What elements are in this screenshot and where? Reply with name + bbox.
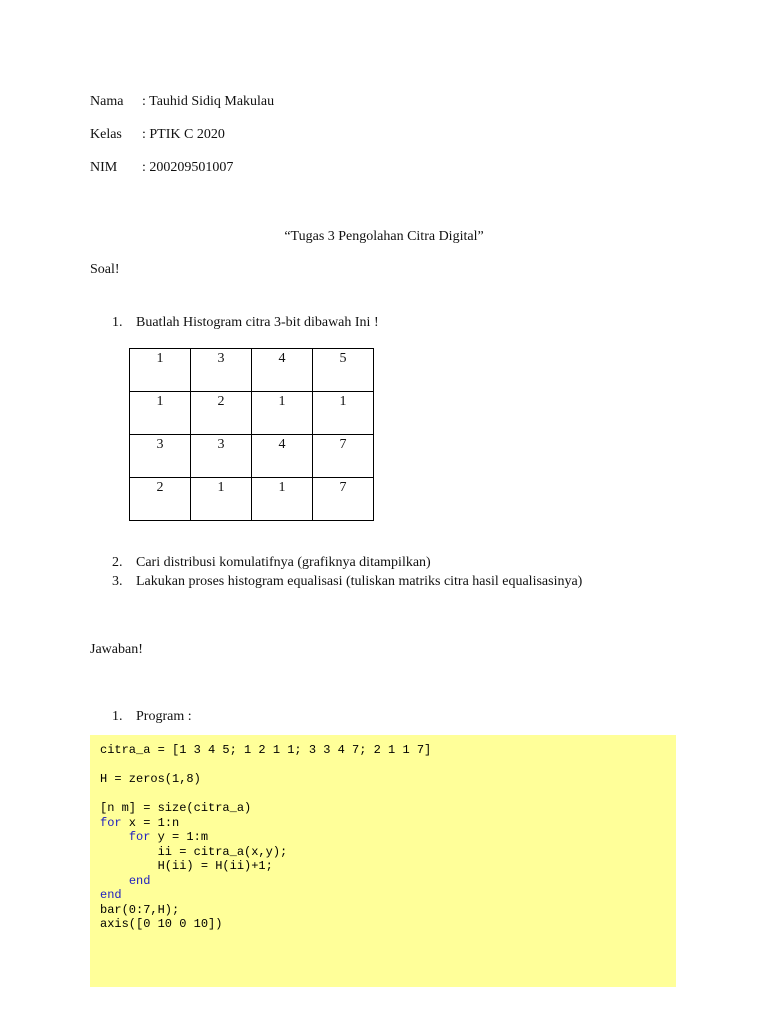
code-line	[100, 874, 676, 889]
nama-line	[90, 94, 274, 110]
code-line: citra_a = [1 3 4 5; 1 2 1 1; 3 3 4 7; 2 1 1 7]	[100, 743, 432, 757]
question-text: Lakukan proses histogram equalisasi (tuliskan matriks citra hasil equalisasinya)	[136, 574, 583, 589]
question-2	[112, 555, 431, 571]
question-text: Cari distribusi komulatifnya (grafiknya ditampilkan)	[136, 555, 431, 570]
table-cell: 1	[130, 349, 191, 392]
question-number: 1.	[112, 315, 123, 330]
question-number: 2.	[112, 555, 123, 570]
table-row	[130, 392, 374, 435]
table-cell: 4	[252, 349, 313, 392]
code-keyword: end	[128, 873, 151, 888]
table-cell: 7	[313, 435, 374, 478]
table-row	[130, 478, 374, 521]
answer-text: Program :	[136, 709, 192, 724]
table-cell: 1	[252, 392, 313, 435]
table-cell: 2	[191, 392, 252, 435]
code-line: ii = citra_a(x,y);	[100, 844, 288, 859]
question-text: Buatlah Histogram citra 3-bit dibawah Ini !	[136, 315, 379, 330]
code-line: [n m] = size(citra_a)	[100, 801, 252, 815]
kelas-line	[90, 127, 225, 143]
question-1	[112, 315, 379, 331]
nim-line	[90, 160, 233, 176]
table-cell: 3	[130, 435, 191, 478]
table-cell: 1	[252, 478, 313, 521]
answer-item-1	[112, 709, 192, 725]
code-line: for y = 1:m	[128, 830, 209, 844]
code-block	[90, 735, 676, 987]
code-line: axis([0 10 0 10])	[100, 917, 223, 931]
nama-label: Nama	[90, 94, 124, 109]
nim-value: : 200209501007	[142, 160, 234, 175]
table-cell: 5	[313, 349, 374, 392]
code-line: for x = 1:n	[100, 815, 180, 830]
question-3	[112, 574, 582, 590]
code-keyword: end	[100, 888, 122, 902]
code-line: bar(0:7,H);	[100, 902, 180, 917]
answer-number: 1.	[112, 709, 123, 724]
jawaban-heading: Jawaban!	[90, 642, 143, 657]
table-cell: 1	[313, 392, 374, 435]
nama-value: : Tauhid Sidiq Makulau	[142, 94, 275, 109]
code-line	[100, 758, 676, 773]
code-keyword: for	[100, 815, 122, 830]
code-line	[100, 888, 676, 903]
code-line: H(ii) = H(ii)+1;	[100, 859, 273, 873]
table-row	[130, 349, 374, 392]
image-matrix-table	[129, 348, 374, 521]
code-keyword: for	[128, 830, 151, 844]
table-cell: 1	[130, 392, 191, 435]
table-cell: 3	[191, 349, 252, 392]
table-cell: 4	[252, 435, 313, 478]
table-cell: 3	[191, 435, 252, 478]
table-cell: 7	[313, 478, 374, 521]
code-line: H = zeros(1,8)	[100, 772, 201, 786]
kelas-value: : PTIK C 2020	[142, 127, 225, 142]
document-title: “Tugas 3 Pengolahan Citra Digital”	[284, 229, 484, 244]
kelas-label: Kelas	[90, 127, 122, 142]
soal-heading: Soal!	[90, 262, 120, 277]
table-cell: 1	[191, 478, 252, 521]
table-row	[130, 435, 374, 478]
question-number: 3.	[112, 574, 123, 589]
table-cell: 2	[130, 478, 191, 521]
nim-label: NIM	[90, 160, 118, 175]
code-line	[100, 787, 676, 802]
